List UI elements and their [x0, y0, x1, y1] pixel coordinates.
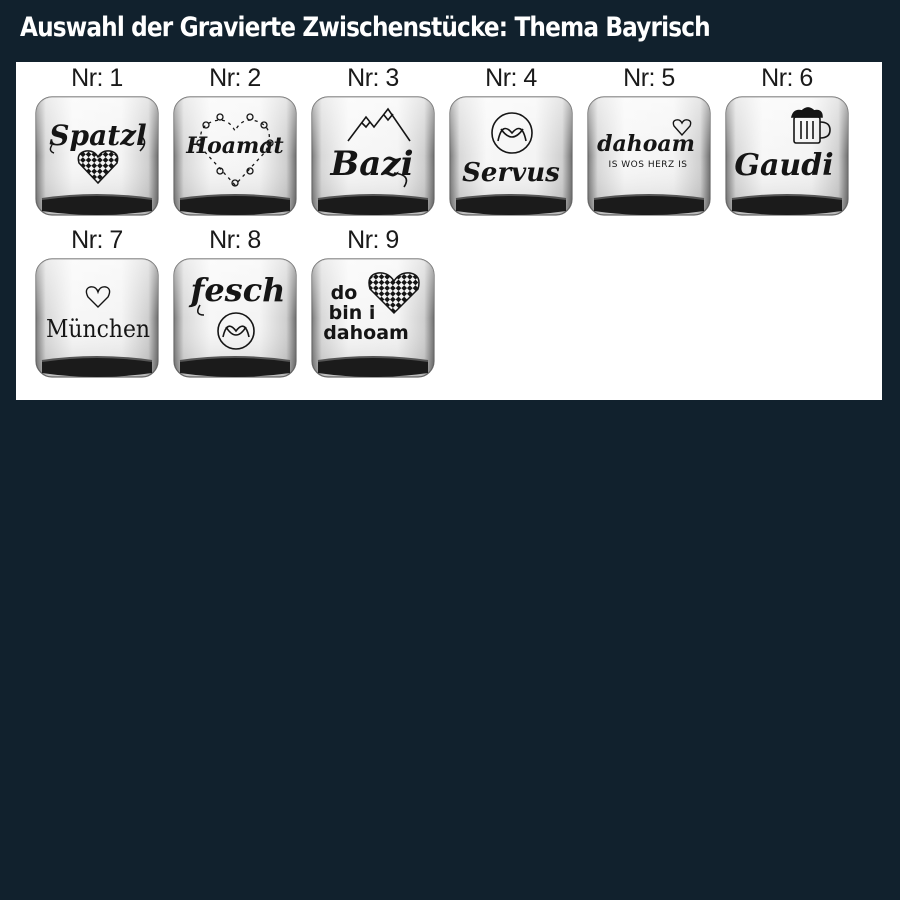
item-number: Nr: 9: [347, 226, 399, 254]
spacer-piece: [722, 95, 852, 219]
engraving-text: Bazi: [330, 144, 414, 184]
item-5[interactable]: [582, 62, 716, 222]
engraving-text: Servus: [462, 158, 560, 188]
engraving-text: München: [46, 315, 150, 343]
product-panel: [16, 62, 882, 400]
engraving-text: Spatzl: [49, 119, 147, 152]
spacer-piece: [308, 257, 438, 381]
item-number: Nr: 7: [71, 226, 123, 254]
spacer-piece: [446, 95, 576, 219]
item-6[interactable]: [720, 62, 854, 222]
item-4[interactable]: [444, 62, 578, 222]
page-title: Auswahl der Gravierte Zwischenstücke: Thema Bayrisch: [20, 12, 710, 43]
item-number: Nr: 3: [347, 64, 399, 92]
item-number: Nr: 1: [71, 64, 123, 92]
spacer-piece: [170, 95, 300, 219]
engraving-text-line3: dahoam: [323, 322, 409, 344]
spacer-piece: [32, 95, 162, 219]
item-number: Nr: 5: [623, 64, 675, 92]
item-7[interactable]: [30, 224, 164, 384]
engraving-text: dahoam: [597, 131, 695, 157]
spacer-piece: [32, 257, 162, 381]
item-number: Nr: 4: [485, 64, 537, 92]
item-number: Nr: 8: [209, 226, 261, 254]
engraving-subline: IS WOS HERZ IS: [608, 160, 688, 170]
item-2[interactable]: [168, 62, 302, 222]
item-number: Nr: 2: [209, 64, 261, 92]
item-3[interactable]: [306, 62, 440, 222]
item-8[interactable]: [168, 224, 302, 384]
engraving-text: Hoamat: [186, 133, 284, 159]
engraving-text-line2: bin i: [328, 302, 376, 324]
item-number: Nr: 6: [761, 64, 813, 92]
engraving-text-line1: do: [330, 282, 358, 304]
engraving-text: fesch: [190, 271, 286, 309]
spacer-piece: [308, 95, 438, 219]
item-9[interactable]: [306, 224, 440, 384]
engraving-text: Gaudi: [734, 148, 834, 183]
item-1[interactable]: [30, 62, 164, 222]
spacer-piece: [584, 95, 714, 219]
spacer-piece: [170, 257, 300, 381]
